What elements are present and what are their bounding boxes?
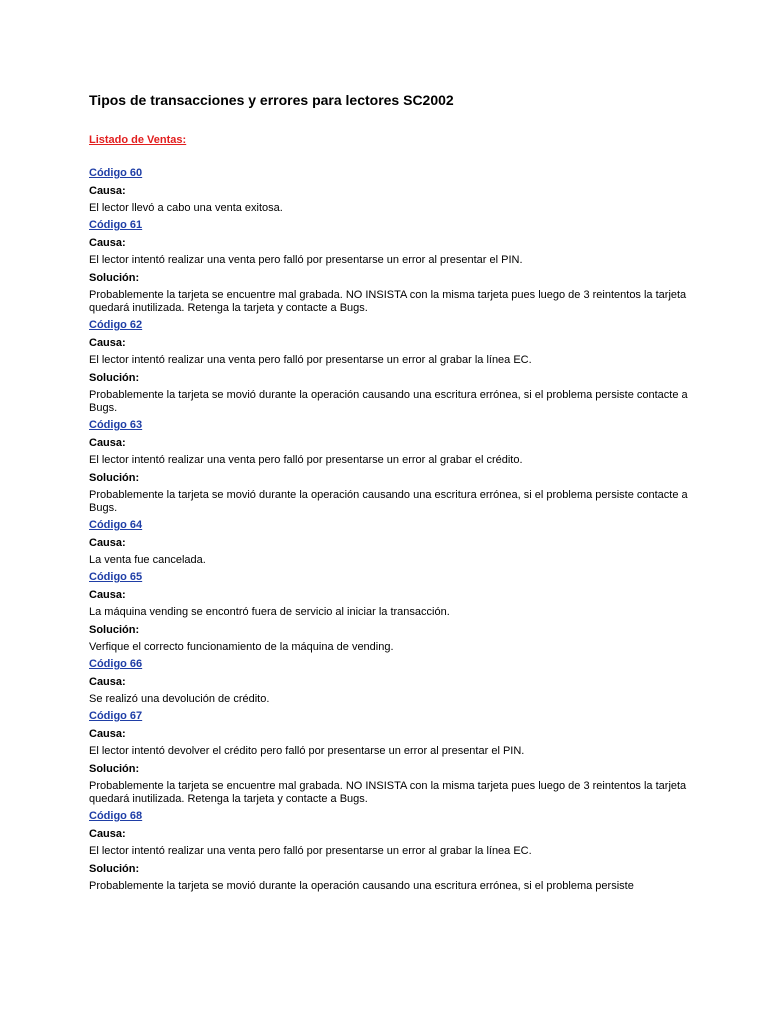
cause-text: El lector llevó a cabo una venta exitosa. <box>89 202 283 214</box>
section-heading-ventas: Listado de Ventas: <box>89 134 187 146</box>
cause-label: Causa: <box>89 337 126 349</box>
code-link[interactable]: Código 62 <box>89 319 143 331</box>
solution-text: Probablemente la tarjeta se encuentre mal grabada. NO INSISTA con la misma tarjeta pues luego de 3 reintentos la tarjeta quedará inutilizada. Retenga la tarjeta y contacte a Bugs. <box>89 289 687 314</box>
solution-label: Solución: <box>89 472 140 484</box>
cause-text: El lector intentó devolver el crédito pero falló por presentarse un error al presentar el PIN. <box>89 745 525 757</box>
entries-list <box>89 166 708 893</box>
cause-label: Causa: <box>89 237 126 249</box>
code-entry <box>89 567 708 654</box>
code-entry <box>89 315 708 415</box>
cause-text: La venta fue cancelada. <box>89 554 206 566</box>
code-link[interactable]: Código 65 <box>89 571 143 583</box>
cause-label: Causa: <box>89 589 126 601</box>
solution-label: Solución: <box>89 863 140 875</box>
code-entry <box>89 215 708 315</box>
code-entry <box>89 706 708 806</box>
code-link[interactable]: Código 68 <box>89 810 143 822</box>
cause-label: Causa: <box>89 185 126 197</box>
solution-text: Probablemente la tarjeta se movió durante la operación causando una escritura errónea, si el problema persiste contacte a Bugs. <box>89 389 688 414</box>
code-link[interactable]: Código 67 <box>89 710 143 722</box>
cause-label: Causa: <box>89 676 126 688</box>
cause-text: El lector intentó realizar una venta pero falló por presentarse un error al grabar el crédito. <box>89 454 523 466</box>
code-entry <box>89 515 708 567</box>
document-title: Tipos de transacciones y errores para lectores SC2002 <box>89 92 454 108</box>
cause-label: Causa: <box>89 437 126 449</box>
code-entry <box>89 415 708 515</box>
cause-text: La máquina vending se encontró fuera de servicio al iniciar la transacción. <box>89 606 450 618</box>
solution-text: Probablemente la tarjeta se movió durante la operación causando una escritura errónea, si el problema persiste <box>89 880 634 892</box>
cause-text: El lector intentó realizar una venta pero falló por presentarse un error al grabar la línea EC. <box>89 354 532 366</box>
solution-label: Solución: <box>89 272 140 284</box>
solution-label: Solución: <box>89 624 140 636</box>
cause-label: Causa: <box>89 828 126 840</box>
code-entry <box>89 166 708 215</box>
cause-text: El lector intentó realizar una venta pero falló por presentarse un error al grabar la línea EC. <box>89 845 532 857</box>
cause-label: Causa: <box>89 537 126 549</box>
cause-text: Se realizó una devolución de crédito. <box>89 693 270 705</box>
code-entry <box>89 806 708 893</box>
code-link[interactable]: Código 64 <box>89 519 143 531</box>
solution-text: Verfique el correcto funcionamiento de la máquina de vending. <box>89 641 394 653</box>
solution-label: Solución: <box>89 372 140 384</box>
solution-label: Solución: <box>89 763 140 775</box>
solution-text: Probablemente la tarjeta se movió durante la operación causando una escritura errónea, si el problema persiste contacte a Bugs. <box>89 489 688 514</box>
code-link[interactable]: Código 63 <box>89 419 143 431</box>
code-link[interactable]: Código 60 <box>89 167 143 179</box>
code-link[interactable]: Código 61 <box>89 219 143 231</box>
solution-text: Probablemente la tarjeta se encuentre mal grabada. NO INSISTA con la misma tarjeta pues luego de 3 reintentos la tarjeta quedará inutilizada. Retenga la tarjeta y contacte a Bugs. <box>89 780 687 805</box>
cause-label: Causa: <box>89 728 126 740</box>
cause-text: El lector intentó realizar una venta pero falló por presentarse un error al presentar el PIN. <box>89 254 523 266</box>
code-link[interactable]: Código 66 <box>89 658 143 670</box>
code-entry <box>89 654 708 706</box>
